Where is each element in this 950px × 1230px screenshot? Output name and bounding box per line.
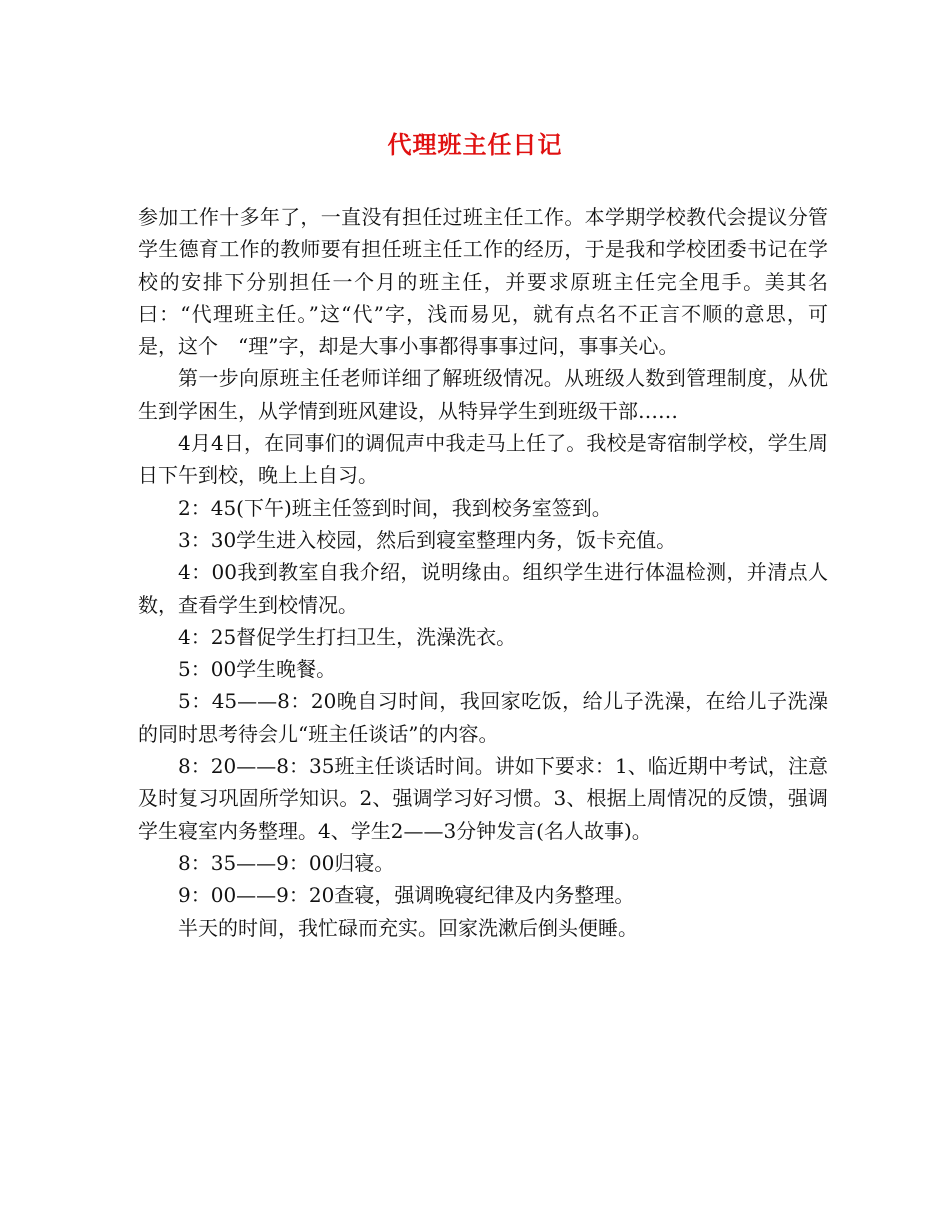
paragraph: 8：35——9：00归寝。	[178, 850, 395, 875]
paragraph: 5：00学生晚餐。	[178, 657, 337, 682]
paragraph: 2：45(下午)班主任签到时间，我到校务室签到。	[178, 495, 612, 520]
paragraph: 4月4日，在同事们的调侃声中我走马上任了。我校是寄宿制学校，学生周日下午到校，晚上上自习。	[138, 431, 828, 488]
paragraph: 4：00我到教室自我介绍，说明缘由。组织学生进行体温检测，并清点人数，查看学生到校情况。	[138, 560, 828, 617]
page-title: 代理班主任日记	[387, 130, 563, 159]
paragraph: 5：45——8：20晚自习时间，我回家吃饭，给儿子洗澡，在给儿子洗澡的同时思考待会儿“班主任谈话”的内容。	[138, 689, 828, 746]
paragraph: 9：00——9：20查寝，强调晚寝纪律及内务整理。	[178, 883, 635, 908]
paragraph: 参加工作十多年了，一直没有担任过班主任工作。本学期学校教代会提议分管学生德育工作的教师要有担任班主任工作的经历，于是我和学校团委书记在学校的安排下分别担任一个月的班主任，并要求原班主任完全甩手。美其名曰：“代理班主任。”这“代”字，浅而易见，就有点名不正言不顺的意思，可是，这个 “理”字，却是大事小事都得事事过问，事事关心。	[138, 205, 828, 359]
paragraph: 3：30学生进入校园，然后到寝室整理内务，饭卡充值。	[178, 527, 677, 552]
paragraph: 半天的时间，我忙碌而充实。回家洗漱后倒头便睡。	[178, 915, 638, 940]
paragraph: 8：20——8：35班主任谈话时间。讲如下要求：1、临近期中考试，注意及时复习巩固所学知识。2、强调学习好习惯。3、根据上周情况的反馈，强调学生寝室内务整理。4、学生2——3分钟发言(名人故事)。	[138, 754, 828, 843]
paragraph: 第一步向原班主任老师详细了解班级情况。从班级人数到管理制度，从优生到学困生，从学情到班风建设，从特异学生到班级干部……	[138, 366, 828, 423]
document-body	[138, 201, 828, 944]
paragraph: 4：25督促学生打扫卫生，洗澡洗衣。	[178, 624, 517, 649]
